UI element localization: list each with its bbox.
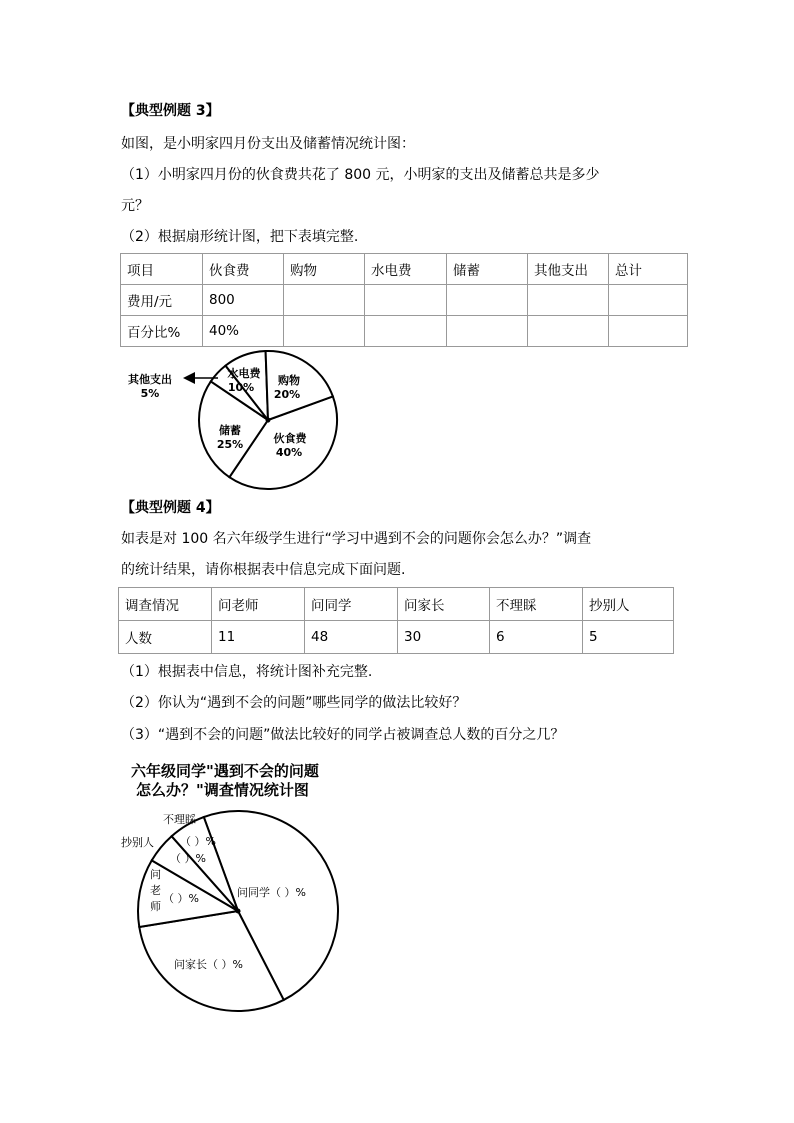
example3-heading: 【典型例题 3】 — [121, 103, 220, 119]
pie-label-savings: 储蓄 — [219, 424, 241, 437]
pie-label-food: 伙食费 — [273, 432, 307, 445]
pie-label-teacher-pct: （ ）% — [163, 892, 199, 905]
pie-label-other: 其他支出 — [128, 373, 172, 386]
pie-label-teacher-2: 老 — [150, 884, 161, 897]
pie-label-savings-pct: 25% — [216, 438, 244, 451]
table-cell: 抄别人 — [583, 588, 674, 621]
chart-title-line2: 怎么办？"调查情况统计图 — [136, 781, 309, 799]
example4-question3: （3）“遇到不会的问题”做法比较好的同学占被调查总人数的百分之几？ — [121, 727, 565, 743]
example4-question2: （2）你认为“遇到不会的问题”哪些同学的做法比较好？ — [121, 695, 467, 711]
chart-title-line1: 六年级同学"遇到不会的问题 — [131, 762, 319, 780]
pie-label-utilities-pct: 10% — [227, 381, 255, 394]
pie-center-dot — [236, 909, 241, 914]
pie-label-copy-pct: （ ）% — [170, 852, 206, 865]
table-cell: 6 — [490, 621, 583, 654]
table-cell: 项目 — [121, 254, 203, 285]
pie-label-ignore-pct: （ ）% — [180, 835, 216, 848]
table-cell: 不理睬 — [490, 588, 583, 621]
example4-intro-line1: 如表是对 100 名六年级学生进行“学习中遇到不会的问题你会怎么办？”调查 — [121, 531, 592, 547]
table-cell: 问老师 — [212, 588, 305, 621]
example4-intro-line2: 的统计结果，请你根据表中信息完成下面问题. — [121, 562, 406, 578]
table-cell: 调查情况 — [119, 588, 212, 621]
pie-label-food-pct: 40% — [275, 446, 303, 459]
pie-label-teacher-1: 问 — [150, 868, 161, 881]
pie-label-utilities: 水电费 — [227, 367, 261, 380]
example3-question1-line2: 元？ — [121, 198, 149, 214]
pie-label-copy: 抄别人 — [121, 836, 154, 849]
table-cell: 百分比% — [121, 316, 203, 347]
pie-label-shopping: 购物 — [278, 374, 300, 387]
table-cell: 40% — [203, 316, 284, 347]
table-cell: 11 — [212, 621, 305, 654]
table-cell: 问家长 — [398, 588, 490, 621]
table-cell: 48 — [305, 621, 398, 654]
pie-label-classmate: 问同学（ ）% — [237, 886, 306, 899]
example3-question1-line1: （1）小明家四月份的伙食费共花了 800 元，小明家的支出及储蓄总共是多少 — [121, 167, 600, 183]
example3-question2: （2）根据扇形统计图，把下表填完整. — [121, 229, 359, 245]
table-cell: 问同学 — [305, 588, 398, 621]
pie-label-other-pct: 5% — [140, 387, 160, 400]
example4-heading: 【典型例题 4】 — [121, 500, 220, 516]
pie-label-teacher-3: 师 — [150, 900, 161, 913]
table-cell: 水电费 — [365, 254, 447, 285]
example4-question1: （1）根据表中信息，将统计图补充完整. — [121, 664, 373, 680]
table-cell: 购物 — [284, 254, 365, 285]
pie-label-parent: 问家长（ ）% — [174, 958, 243, 971]
pie-label-ignore: 不理睬 — [163, 813, 196, 826]
table-cell: 储蓄 — [447, 254, 528, 285]
table-cell: 人数 — [119, 621, 212, 654]
table-cell: 其他支出 — [528, 254, 609, 285]
table-cell: 总计 — [609, 254, 688, 285]
table-cell: 伙食费 — [203, 254, 284, 285]
table-cell: 5 — [583, 621, 674, 654]
table-cell: 30 — [398, 621, 490, 654]
pie-label-shopping-pct: 20% — [273, 388, 301, 401]
example3-intro: 如图，是小明家四月份支出及储蓄情况统计图： — [121, 136, 415, 152]
table-cell: 800 — [203, 285, 284, 316]
table-cell: 费用/元 — [121, 285, 203, 316]
